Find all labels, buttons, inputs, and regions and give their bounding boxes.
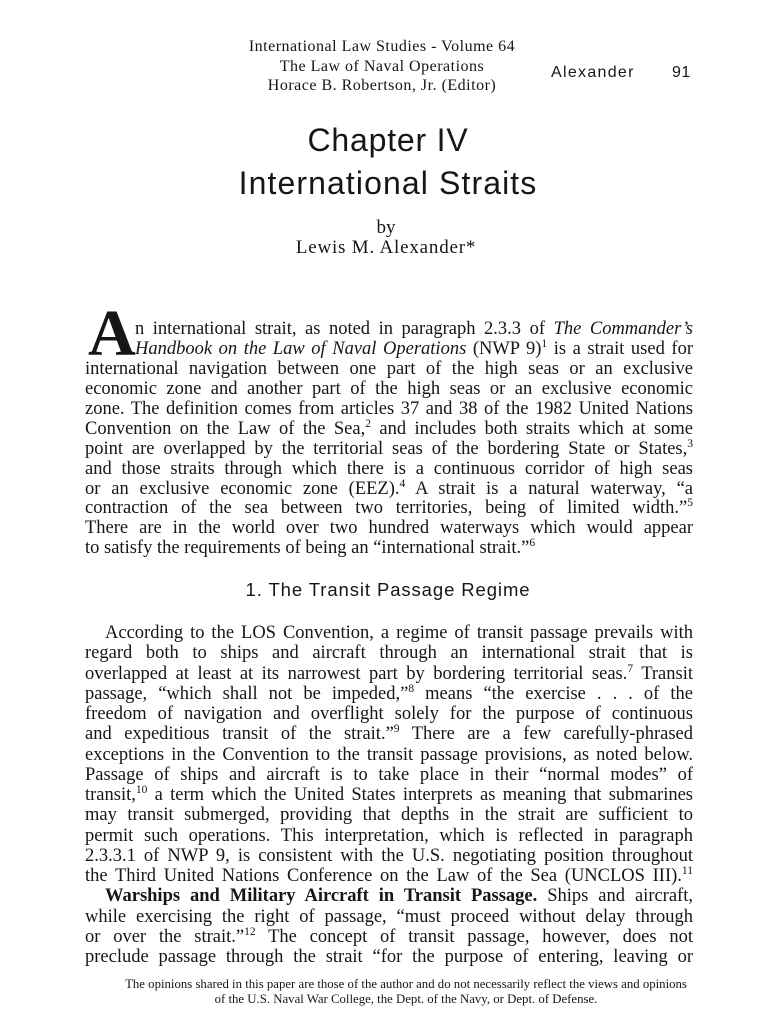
- text-line: [85, 460, 693, 480]
- text-line: [85, 519, 693, 539]
- footnote-reference: 2: [365, 417, 371, 430]
- text-run: or over the strait.”: [85, 926, 245, 947]
- text-run: n international strait, as noted in paragraph 2.3.3 of: [135, 319, 554, 339]
- text-line: [85, 765, 693, 785]
- text-line: [85, 745, 693, 765]
- text-run: preclude passage through the strait “for the purpose of entering, leaving or: [85, 947, 693, 967]
- section-heading: 1. The Transit Passage Regime: [245, 579, 531, 600]
- text-run: There are a few carefully-phrased: [399, 724, 693, 745]
- text-run: A strait is a natural waterway, “a: [405, 478, 693, 499]
- series-volume-line: International Law Studies - Volume 64: [248, 38, 516, 55]
- running-head-author: Alexander: [551, 64, 635, 81]
- text-line: [85, 539, 693, 559]
- text-line: [135, 337, 693, 360]
- text-run: exceptions in the Convention to the transit passage provisions, as noted below.: [85, 744, 693, 765]
- text-run: Ships and aircraft,: [537, 886, 693, 907]
- text-run: regard both to ships and aircraft through an international strait that is: [85, 643, 693, 664]
- series-editor-line: Horace B. Robertson, Jr. (Editor): [267, 77, 497, 94]
- footnote-reference: 7: [627, 662, 634, 675]
- text-line: [85, 805, 693, 825]
- text-line: [85, 846, 693, 866]
- footnote-reference: 9: [393, 723, 400, 736]
- text-run: zone. The definition comes from articles 37 and 38 of the 1982 United Nations: [85, 398, 693, 419]
- disclaimer-footer: [44, 977, 768, 1007]
- chapter-title: International Straits: [238, 165, 538, 201]
- text-line: [85, 785, 693, 805]
- italic-text: The Commander’s: [553, 319, 693, 339]
- section-body: [85, 623, 693, 967]
- text-run: means “the exercise . . . of the: [414, 683, 693, 704]
- text-line: [85, 684, 693, 704]
- text-line: [85, 437, 693, 460]
- drop-cap-letter: A: [88, 297, 136, 370]
- footnote-reference: 5: [687, 497, 693, 510]
- text-line: [85, 826, 693, 846]
- text-run: while exercising the right of passage, “must proceed without delay through: [85, 906, 693, 927]
- text-line: [85, 664, 693, 684]
- footnote-reference: 1: [541, 337, 548, 350]
- footnote-reference: 6: [529, 537, 536, 550]
- footnote-reference: 4: [399, 477, 406, 490]
- text-run: freedom of navigation and overflight solely for the purpose of continuous: [85, 704, 693, 724]
- intro-paragraph: [85, 320, 693, 559]
- text-run: the Third United Nations Conference on the Law of the Sea (UNCLOS III).: [85, 866, 682, 886]
- text-run: may transit submerged, providing that depths in the strait are sufficient to: [85, 805, 693, 826]
- text-run: international navigation between one part of the high seas or an exclusive: [85, 358, 693, 379]
- text-run: point are overlapped by the territorial seas of the bordering State or States,: [85, 438, 688, 459]
- text-run: According to the LOS Convention, a regime of transit passage prevails with: [105, 623, 693, 643]
- chapter-number: Chapter IV: [307, 122, 469, 158]
- text-line: [85, 947, 693, 967]
- text-line: [85, 417, 694, 440]
- text-run: There are in the world over two hundred waterways which would appear: [85, 518, 693, 539]
- text-run: transit,: [85, 785, 136, 805]
- text-line: [85, 499, 693, 519]
- text-run: Transit: [633, 663, 693, 684]
- footnote-reference: 3: [687, 437, 693, 450]
- text-line: [85, 643, 693, 663]
- text-run: economic zone and another part of the high seas or an exclusive economic: [85, 378, 693, 399]
- page-number: 91: [672, 64, 691, 81]
- body-paragraph-warships: [85, 886, 693, 967]
- byline-prefix: by: [376, 217, 396, 238]
- text-run: a term which the United States interprets as meaning that submarines: [147, 785, 693, 805]
- text-line: [85, 623, 693, 643]
- text-line: [85, 360, 693, 380]
- text-run: and those straits through which there is a continuous corridor of high seas: [85, 458, 693, 479]
- text-run: Convention on the Law of the Sea,: [85, 418, 366, 439]
- disclaimer-line: of the U.S. Naval War College, the Dept. of the Navy, or Dept. of Defense.: [214, 992, 598, 1006]
- chapter-author: Lewis M. Alexander*: [295, 237, 477, 258]
- italic-text: Handbook on the Law of Naval Operations: [135, 338, 467, 359]
- footnote-reference: 10: [135, 784, 148, 796]
- footnote-reference: 8: [408, 682, 415, 695]
- text-run: or an exclusive economic zone (EEZ).: [85, 478, 400, 499]
- text-run: permit such operations. This interpretation, which is reflected in paragraph: [85, 825, 693, 846]
- text-line: [85, 866, 693, 886]
- text-run: contraction of the sea between two territories, being of limited width.”: [85, 498, 688, 519]
- text-run: The concept of transit passage, however, does not: [255, 926, 693, 947]
- footnote-reference: 11: [681, 865, 693, 877]
- text-run: is a strait used for: [547, 338, 693, 359]
- text-line: [85, 704, 693, 724]
- text-line: [85, 907, 693, 927]
- text-run: 2.3.3.1 of NWP 9, is consistent with the U.S. negotiating position throughout: [85, 845, 693, 866]
- text-line: [85, 477, 693, 500]
- text-line: [85, 380, 693, 400]
- text-run: to satisfy the requirements of being an “international strait.”: [85, 538, 530, 559]
- text-line: [135, 320, 693, 340]
- body-paragraph: [85, 623, 693, 886]
- text-line: [85, 886, 693, 906]
- disclaimer-line: The opinions shared in this paper are those of the author and do not necessarily reflect the views and opinions: [125, 977, 687, 991]
- text-run: passage, “which shall not be impeded,”: [85, 683, 409, 704]
- bold-run-in-heading: Warships and Military Aircraft in Transit Passage.: [105, 886, 538, 907]
- text-line: [85, 400, 693, 420]
- text-run: and includes both straits which at some: [370, 418, 694, 439]
- publication-series-block: [232, 37, 532, 96]
- text-run: overlapped at least at its narrowest part by bordering territorial seas.: [85, 663, 628, 684]
- text-line: [85, 927, 693, 947]
- text-run: Passage of ships and aircraft is to take place in their “normal modes” of: [85, 764, 693, 785]
- text-run: and expeditious transit of the strait.”: [85, 724, 394, 745]
- footnote-reference: 12: [244, 925, 256, 938]
- series-book-title-line: The Law of Naval Operations: [279, 57, 485, 75]
- text-line: [85, 724, 693, 744]
- text-run: (NWP 9): [466, 338, 542, 359]
